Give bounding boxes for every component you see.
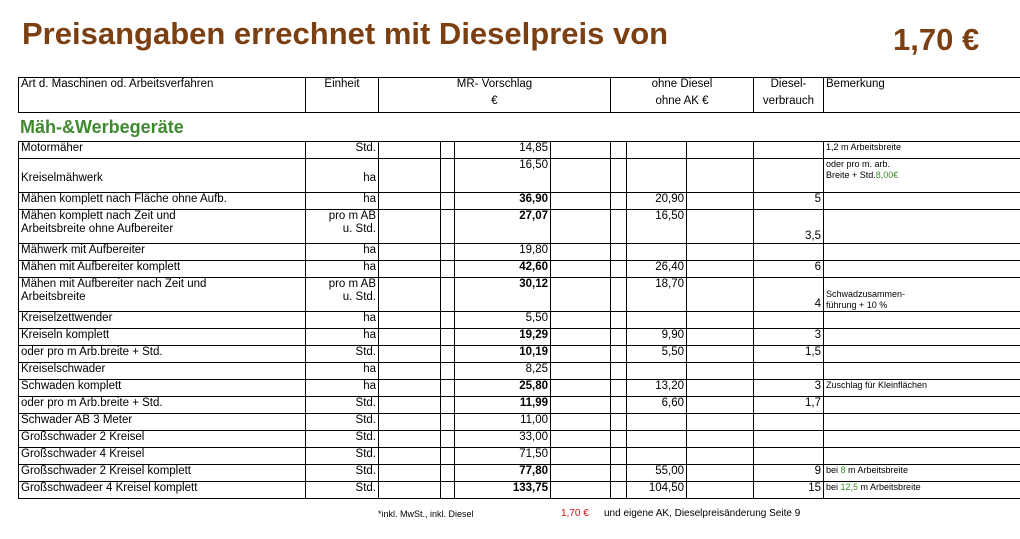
cell-ohne-diesel: 6,60 [627, 397, 687, 414]
line: ha [363, 244, 376, 256]
cell-art [19, 346, 306, 363]
cell-ohne-diesel: 18,70 [627, 278, 687, 312]
table-row [19, 244, 1020, 261]
table-row [19, 448, 1020, 465]
note-line: führung + 10 % [826, 300, 888, 310]
line: Std. [355, 465, 376, 477]
note-line: bei 12,5 m Arbeitsbreite [826, 482, 921, 492]
line [308, 159, 376, 172]
cell-einheit [306, 363, 379, 380]
cell-art [19, 142, 306, 159]
cell-ohne-diesel: 9,90 [627, 329, 687, 346]
price-table [18, 141, 1020, 499]
note-line: Schwadzusammen- [826, 289, 906, 299]
cell-einheit [306, 346, 379, 363]
cell-bemerkung [824, 397, 1020, 414]
header-art: Art d. Maschinen od. Arbeitsverfahren [19, 78, 306, 113]
line: ha [363, 380, 376, 392]
cell-art [19, 431, 306, 448]
cell-ohne-diesel: 13,20 [627, 380, 687, 397]
line: Std. [355, 397, 376, 409]
table-row [19, 193, 1020, 210]
cell-bemerkung [824, 244, 1020, 261]
line: Std. [355, 482, 376, 494]
cell-art [19, 312, 306, 329]
cell-bemerkung [824, 261, 1020, 278]
cell-dieselverbrauch: 3,5 [754, 210, 824, 244]
cell-bemerkung [824, 380, 1020, 397]
cell-bemerkung [824, 448, 1020, 465]
cell-mr-price: 11,00 [455, 414, 551, 431]
cell-dieselverbrauch [754, 159, 824, 193]
line: Arbeitsbreite [21, 291, 86, 303]
note-line: oder pro m. arb. [826, 159, 891, 169]
line: Großschwader 2 Kreisel komplett [21, 465, 192, 477]
cell-einheit [306, 210, 379, 244]
diesel-price: 1,70 € [893, 22, 980, 57]
table-row [19, 312, 1020, 329]
line: Mähen mit Aufbereiter nach Zeit und [21, 278, 207, 290]
header-ohne-diesel: ohne Diesel ohne AK € [611, 78, 754, 113]
line: Großschwader 2 Kreisel [21, 431, 145, 443]
line: Arbeitsbreite ohne Aufbereiter [21, 223, 174, 235]
line: Std. [355, 448, 376, 460]
cell-mr-price: 5,50 [455, 312, 551, 329]
line: Kreiselschwader [21, 363, 106, 375]
cell-einheit [306, 329, 379, 346]
table-row [19, 346, 1020, 363]
cell-dieselverbrauch [754, 363, 824, 380]
cell-dieselverbrauch [754, 448, 824, 465]
cell-bemerkung [824, 312, 1020, 329]
line: pro m AB [328, 210, 376, 222]
cell-einheit [306, 312, 379, 329]
cell-mr-price: 11,99 [455, 397, 551, 414]
cell-einheit [306, 261, 379, 278]
cell-bemerkung [824, 329, 1020, 346]
line: Kreiseln komplett [21, 329, 110, 341]
cell-mr-price: 133,75 [455, 482, 551, 499]
cell-ohne-diesel [627, 244, 687, 261]
cell-dieselverbrauch [754, 142, 824, 159]
table-row [19, 363, 1020, 380]
cell-art [19, 363, 306, 380]
footnote-reference: und eigene AK, Dieselpreisänderung Seite 9 [604, 508, 801, 519]
line: Schwader AB 3 Meter [21, 414, 133, 426]
cell-ohne-diesel: 26,40 [627, 261, 687, 278]
line: oder pro m Arb.breite + Std. [21, 397, 163, 409]
line: Std. [355, 431, 376, 443]
cell-einheit [306, 465, 379, 482]
cell-dieselverbrauch: 1,7 [754, 397, 824, 414]
column-header-table [18, 77, 1020, 113]
table-row [19, 159, 1020, 193]
line: u. Std. [342, 223, 376, 235]
cell-bemerkung [824, 363, 1020, 380]
header-mr-vorschlag: MR- Vorschlag € [379, 78, 611, 113]
cell-einheit [306, 482, 379, 499]
cell-bemerkung [824, 278, 1020, 312]
table-row [19, 278, 1020, 312]
section-title: Mäh-&Werbegeräte [20, 117, 184, 137]
line: Mähwerk mit Aufbereiter [21, 244, 145, 256]
line: Motormäher [21, 142, 83, 154]
cell-art [19, 210, 306, 244]
cell-bemerkung [824, 431, 1020, 448]
table-row [19, 414, 1020, 431]
note-line: 1,2 m Arbeitsbreite [826, 142, 902, 152]
cell-mr-price: 27,07 [455, 210, 551, 244]
cell-bemerkung [824, 142, 1020, 159]
cell-bemerkung [824, 210, 1020, 244]
line: Mähen komplett nach Fläche ohne Aufb. [21, 193, 227, 205]
line [21, 159, 303, 172]
cell-art [19, 159, 306, 193]
cell-dieselverbrauch [754, 414, 824, 431]
cell-dieselverbrauch: 3 [754, 380, 824, 397]
cell-einheit [306, 431, 379, 448]
line: u. Std. [342, 291, 376, 303]
cell-bemerkung [824, 159, 1020, 193]
cell-einheit [306, 414, 379, 431]
line: ha [363, 363, 376, 375]
line: Schwaden komplett [21, 380, 122, 392]
note-line: Zuschlag für Kleinflächen [826, 380, 928, 390]
cell-art [19, 193, 306, 210]
cell-einheit [306, 278, 379, 312]
cell-ohne-diesel: 20,90 [627, 193, 687, 210]
cell-mr-price: 19,80 [455, 244, 551, 261]
cell-mr-price: 10,19 [455, 346, 551, 363]
cell-ohne-diesel [627, 363, 687, 380]
cell-dieselverbrauch: 5 [754, 193, 824, 210]
table-row [19, 431, 1020, 448]
cell-mr-price: 30,12 [455, 278, 551, 312]
table-row [19, 465, 1020, 482]
cell-dieselverbrauch [754, 244, 824, 261]
cell-art [19, 278, 306, 312]
line: Std. [355, 414, 376, 426]
cell-ohne-diesel [627, 159, 687, 193]
line: ha [363, 193, 376, 205]
header-einheit: Einheit [306, 78, 379, 113]
line: Kreiselzettwender [21, 312, 113, 324]
line: Mähen mit Aufbereiter komplett [21, 261, 181, 273]
cell-art [19, 397, 306, 414]
line: ha [363, 172, 376, 184]
cell-mr-price: 33,00 [455, 431, 551, 448]
cell-art [19, 482, 306, 499]
line: ha [363, 312, 376, 324]
cell-mr-price: 77,80 [455, 465, 551, 482]
table-row [19, 329, 1020, 346]
cell-art [19, 380, 306, 397]
cell-dieselverbrauch: 9 [754, 465, 824, 482]
cell-mr-price: 71,50 [455, 448, 551, 465]
table-row [19, 380, 1020, 397]
cell-dieselverbrauch [754, 431, 824, 448]
cell-bemerkung [824, 465, 1020, 482]
line: Std. [355, 142, 376, 154]
line: ha [363, 261, 376, 273]
cell-art [19, 465, 306, 482]
cell-ohne-diesel: 55,00 [627, 465, 687, 482]
footnote-price: 1,70 € [561, 508, 589, 519]
cell-art [19, 448, 306, 465]
cell-ohne-diesel: 5,50 [627, 346, 687, 363]
cell-mr-price: 19,29 [455, 329, 551, 346]
cell-ohne-diesel [627, 414, 687, 431]
table-row [19, 482, 1020, 499]
table-row [19, 397, 1020, 414]
cell-einheit [306, 448, 379, 465]
cell-einheit [306, 142, 379, 159]
cell-ohne-diesel [627, 448, 687, 465]
cell-mr-price: 14,85 [455, 142, 551, 159]
cell-art [19, 261, 306, 278]
cell-bemerkung [824, 414, 1020, 431]
line: pro m AB [328, 278, 376, 290]
note-line: bei 8 m Arbeitsbreite [826, 465, 909, 475]
cell-bemerkung [824, 193, 1020, 210]
cell-mr-price: 16,50 [455, 159, 551, 193]
cell-art [19, 414, 306, 431]
table-row [19, 210, 1020, 244]
line: Std. [355, 346, 376, 358]
header-bemerkung: Bemerkung [824, 78, 1020, 113]
cell-art [19, 329, 306, 346]
cell-mr-price: 25,80 [455, 380, 551, 397]
cell-ohne-diesel: 104,50 [627, 482, 687, 499]
line: Großschwadeer 4 Kreisel komplett [21, 482, 198, 494]
footnote-text: *inkl. MwSt., inkl. Diesel [378, 509, 474, 519]
line: Mähen komplett nach Zeit und [21, 210, 176, 222]
note-line: Breite + Std.8,00€ [826, 170, 899, 180]
cell-einheit [306, 244, 379, 261]
cell-dieselverbrauch: 15 [754, 482, 824, 499]
cell-ohne-diesel: 16,50 [627, 210, 687, 244]
header-dieselverbrauch: Diesel- verbrauch [754, 78, 824, 113]
cell-mr-price: 36,90 [455, 193, 551, 210]
cell-einheit [306, 159, 379, 193]
cell-mr-price: 8,25 [455, 363, 551, 380]
cell-mr-price: 42,60 [455, 261, 551, 278]
line: ha [363, 329, 376, 341]
cell-ohne-diesel [627, 312, 687, 329]
cell-einheit [306, 193, 379, 210]
cell-einheit [306, 397, 379, 414]
page-title: Preisangaben errechnet mit Dieselpreis von [22, 16, 669, 51]
table-row [19, 142, 1020, 159]
cell-bemerkung [824, 482, 1020, 499]
cell-dieselverbrauch: 4 [754, 278, 824, 312]
line: Großschwader 4 Kreisel [21, 448, 145, 460]
cell-einheit [306, 380, 379, 397]
line: Kreiselmähwerk [21, 172, 103, 184]
table-row [19, 261, 1020, 278]
cell-dieselverbrauch: 3 [754, 329, 824, 346]
cell-dieselverbrauch: 1,5 [754, 346, 824, 363]
cell-ohne-diesel [627, 142, 687, 159]
line: oder pro m Arb.breite + Std. [21, 346, 163, 358]
cell-dieselverbrauch: 6 [754, 261, 824, 278]
cell-dieselverbrauch [754, 312, 824, 329]
cell-art [19, 244, 306, 261]
cell-bemerkung [824, 346, 1020, 363]
cell-ohne-diesel [627, 431, 687, 448]
